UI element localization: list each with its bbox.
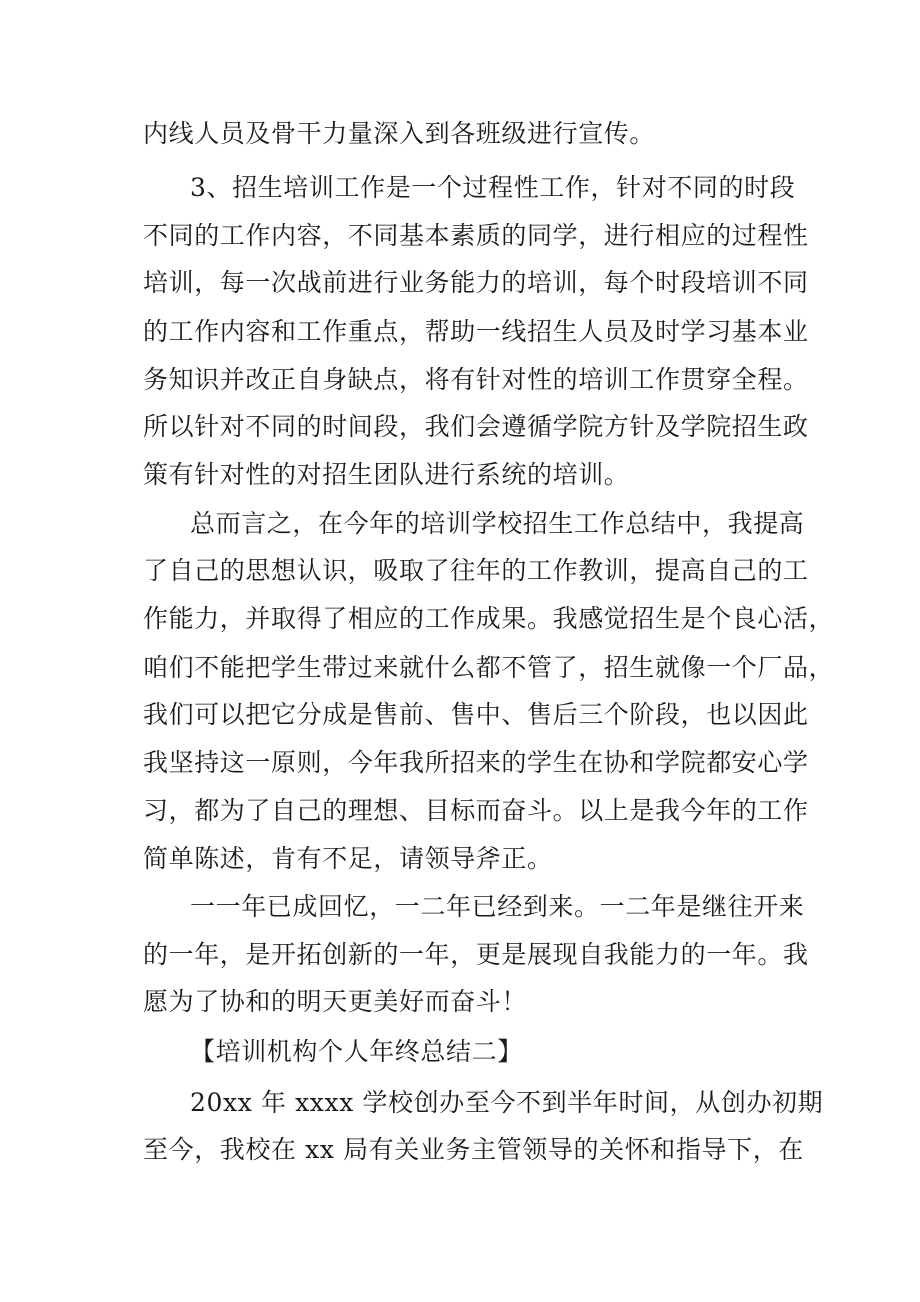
- text-line: 20xx 年 xxxx 学校创办至今不到半年时间，从创办初期: [190, 1088, 824, 1117]
- text-line: 愿为了协和的明天更美好而奋斗！: [143, 987, 528, 1016]
- text-line: 咱们不能把学生带过来就什么都不管了，招生就像一个厂品，: [143, 653, 835, 682]
- text-line: 的一年，是开拓创新的一年，更是展现自我能力的一年。我: [143, 940, 809, 969]
- text-line: 策有针对性的对招生团队进行系统的培训。: [143, 460, 630, 489]
- text-line: 至今，我校在 xx 局有关业务主管领导的关怀和指导下，在: [143, 1135, 804, 1164]
- text-line: 我们可以把它分成是售前、售中、售后三个阶段，也以因此: [143, 700, 809, 729]
- text-line: 务知识并改正自身缺点，将有针对性的培训工作贯穿全程。: [143, 365, 809, 394]
- text-line: 作能力，并取得了相应的工作成果。我感觉招生是个良心活，: [143, 604, 835, 633]
- text-line: 习，都为了自己的理想、目标而奋斗。以上是我今年的工作: [143, 796, 809, 825]
- text-line: 内线人员及骨干力量深入到各班级进行宣传。: [143, 119, 656, 148]
- text-line: 不同的工作内容，不同基本素质的同学，进行相应的过程性: [143, 221, 809, 250]
- text-line: 的工作内容和工作重点，帮助一线招生人员及时学习基本业: [143, 317, 809, 346]
- text-line: 所以针对不同的时间段，我们会遵循学院方针及学院招生政: [143, 412, 809, 441]
- section-heading: 【培训机构个人年终总结二】: [190, 1037, 523, 1066]
- text-line: 我坚持这一原则，今年我所招来的学生在协和学院都安心学: [143, 748, 809, 777]
- text-line: 3、招生培训工作是一个过程性工作，针对不同的时段: [190, 173, 796, 202]
- text-line: 了自己的思想认识，吸取了往年的工作教训，提高自己的工: [143, 556, 809, 585]
- text-line: 一一年已成回忆，一二年已经到来。一二年是继往开来: [190, 892, 805, 921]
- text-line: 培训，每一次战前进行业务能力的培训，每个时段培训不同: [143, 268, 809, 297]
- text-line: 简单陈述，肯有不足，请领导斧正。: [143, 844, 553, 873]
- text-line: 总而言之，在今年的培训学校招生工作总结中，我提高: [190, 509, 805, 538]
